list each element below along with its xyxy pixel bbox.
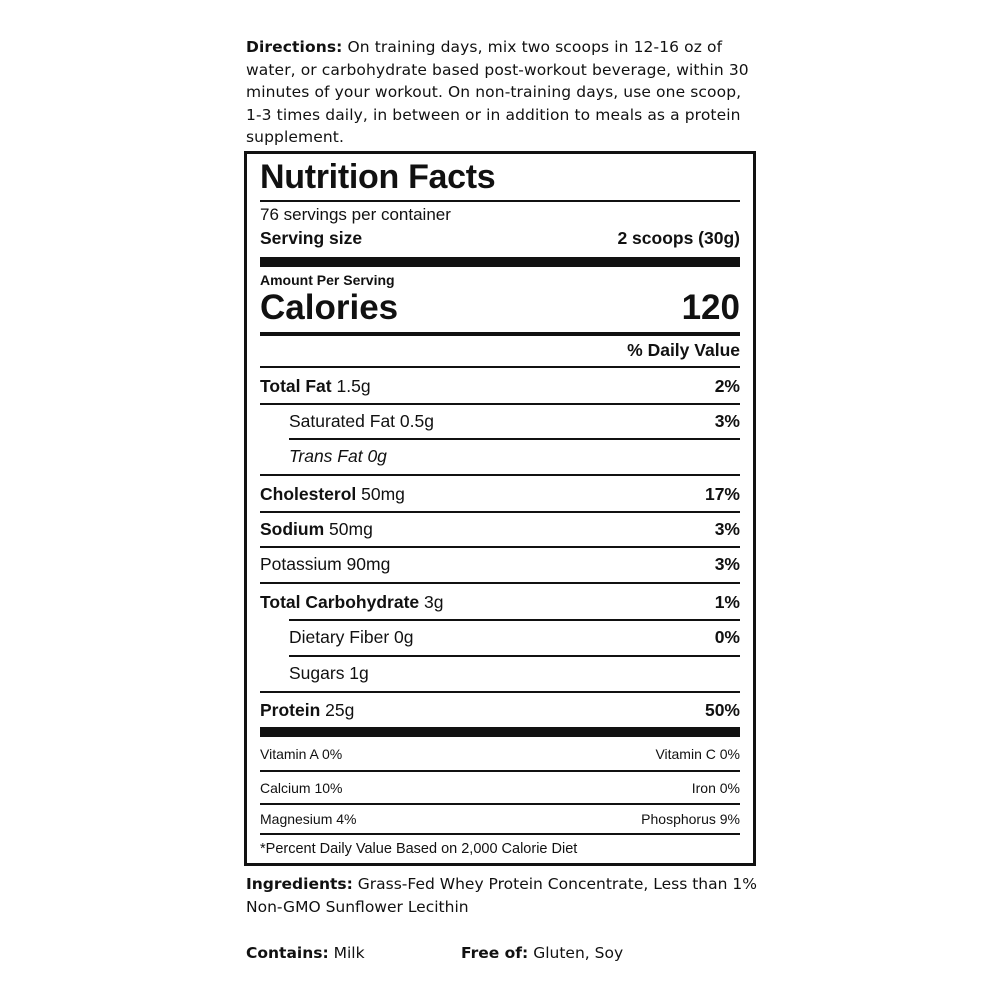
nutrient-amount: 50mg: [324, 519, 373, 539]
nutrient-row-cholesterol: [260, 484, 740, 505]
nutrient-percent: 3%: [714, 554, 740, 574]
thick-divider: [260, 727, 740, 737]
nutrient-percent: 3%: [714, 519, 740, 539]
nutrition-facts-panel: [244, 151, 756, 866]
directions-body: On training days, mix two scoops in 12-16 oz of water, or carbohydrate based post-workout beverage, within 30 minutes of your workout. On non-training days, use one scoop, 1-3 times daily, in between or in addition to meals as a protein supplement.: [246, 38, 749, 146]
vitamin-left: Calcium 10%: [260, 780, 343, 796]
nutrition-facts-title: Nutrition Facts: [260, 158, 496, 196]
nutrient-row-saturated-fat: [289, 411, 740, 432]
divider: [289, 655, 740, 657]
directions-label: Directions:: [246, 38, 343, 56]
nutrient-row-total-carbohydrate: [260, 592, 740, 613]
nutrient-amount: 1.5g: [331, 376, 371, 396]
nutrient-name: Total Carbohydrate: [260, 592, 420, 612]
contains-value: Milk: [328, 944, 365, 962]
contains-statement: [246, 944, 365, 962]
daily-value-footnote: *Percent Daily Value Based on 2,000 Calorie Diet: [260, 841, 578, 857]
nutrient-name: Protein: [260, 700, 321, 720]
vitamin-right: Phosphorus 9%: [641, 811, 740, 827]
divider: [260, 511, 740, 513]
thick-divider: [260, 257, 740, 267]
nutrient-row-trans-fat: [289, 446, 740, 467]
nutrient-name: Sugars 1g: [289, 663, 369, 683]
vitamin-right: Vitamin C 0%: [655, 746, 740, 762]
medium-divider: [260, 332, 740, 336]
vitamin-row: [260, 746, 740, 762]
ingredients-body: Grass-Fed Whey Protein Concentrate, Less than 1% Non-GMO Sunflower Lecithin: [246, 875, 757, 916]
divider: [260, 366, 740, 368]
nutrient-amount: 50mg: [356, 484, 405, 504]
contains-label: Contains:: [246, 944, 329, 962]
nutrient-name: Trans Fat 0g: [289, 446, 387, 466]
vitamin-right: Iron 0%: [691, 780, 740, 796]
divider: [289, 619, 740, 621]
nutrient-row-sodium: [260, 519, 740, 540]
divider: [260, 403, 740, 405]
vitamin-left: Magnesium 4%: [260, 811, 357, 827]
divider: [260, 582, 740, 584]
ingredients-text: [246, 873, 766, 919]
nutrient-amount: 25g: [320, 700, 355, 720]
free-of-value: Gluten, Soy: [528, 944, 624, 962]
nutrient-name: Dietary Fiber 0g: [289, 627, 414, 647]
vitamin-row: [260, 780, 740, 796]
nutrient-percent: 0%: [714, 627, 740, 647]
calories-value: 120: [681, 288, 740, 327]
ingredients-label: Ingredients:: [246, 875, 353, 893]
nutrient-row-total-fat: [260, 376, 740, 397]
nutrient-row-dietary-fiber: [289, 627, 740, 648]
free-of-label: Free of:: [461, 944, 529, 962]
serving-size-row: [260, 228, 740, 249]
nutrient-name: Saturated Fat 0.5g: [289, 411, 434, 431]
serving-size-label: Serving size: [260, 228, 363, 248]
nutrient-amount: 3g: [419, 592, 444, 612]
nutrient-name: Potassium 90mg: [260, 554, 391, 574]
serving-size-value: 2 scoops (30g): [617, 228, 740, 248]
divider: [260, 833, 740, 835]
divider: [260, 770, 740, 772]
nutrient-percent: 2%: [714, 376, 740, 396]
nutrient-row-protein: [260, 700, 740, 721]
amount-per-serving: Amount Per Serving: [260, 272, 395, 288]
free-of-statement: [461, 944, 623, 962]
nutrient-row-sugars: [289, 663, 740, 684]
nutrient-name: Total Fat: [260, 376, 332, 396]
directions-text: [246, 36, 758, 149]
nutrient-percent: 50%: [704, 700, 740, 720]
nutrient-percent: 17%: [704, 484, 740, 504]
nutrient-name: Cholesterol: [260, 484, 357, 504]
divider: [260, 546, 740, 548]
calories-label: Calories: [260, 288, 399, 327]
divider: [260, 803, 740, 805]
calories-row: [260, 288, 740, 328]
nutrient-row-potassium: [260, 554, 740, 575]
divider: [260, 691, 740, 693]
divider: [260, 474, 740, 476]
vitamin-row: [260, 811, 740, 827]
servings-per-container: 76 servings per container: [260, 205, 451, 224]
divider: [260, 200, 740, 202]
vitamin-left: Vitamin A 0%: [260, 746, 343, 762]
nutrient-percent: 3%: [714, 411, 740, 431]
nutrient-percent: 1%: [714, 592, 740, 612]
nutrient-name: Sodium: [260, 519, 325, 539]
divider: [289, 438, 740, 440]
daily-value-header: % Daily Value: [627, 340, 740, 360]
